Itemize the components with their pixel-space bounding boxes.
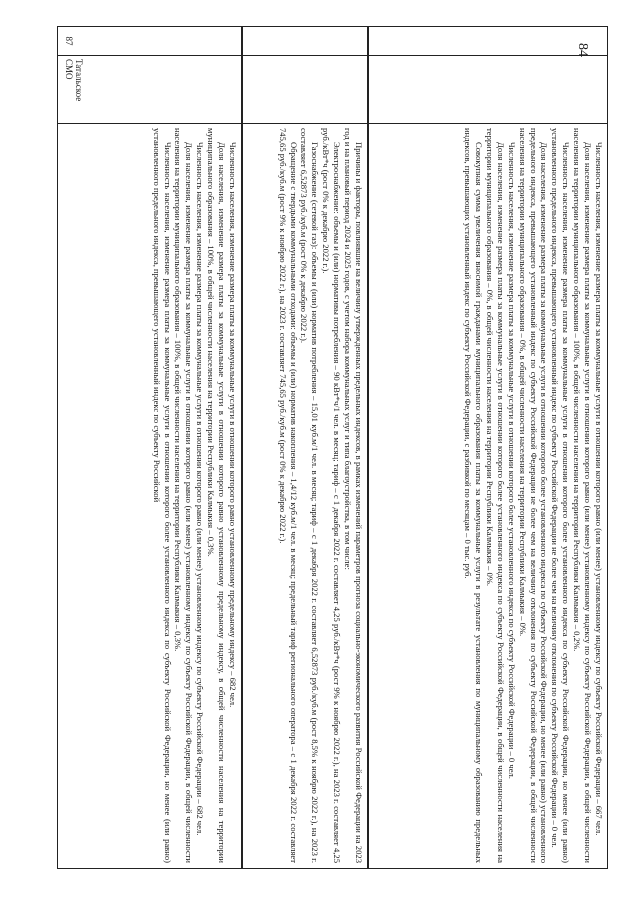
table-row xyxy=(57,26,242,869)
paragraph: Численность населения, изменение размера платы за коммунальные услуги в отношении которого более установленного индекса по субъекту Российской Федерации – 0 чел. xyxy=(506,142,517,779)
document-table xyxy=(57,26,608,869)
paragraph: Численность населения, изменение размера платы за коммунальные услуги в отношении которого более установленного индекса по субъекту Российской Федерации, но менее (или равно) установленного предельного индекса, превышающего установленный индекс по субъекту Российской Федерации не более чем на величину отклонения по субъекту Российской Федерации – 0 чел. xyxy=(550,128,572,863)
paragraph: Обращение с твердыми коммунальными отходами: объемы и (или) норматив накопления – 1,4/12 куб.м/1 чел. в месяц; предельный тариф регионального оператора – с 1 декабря 2022 г. составляет 745,65 руб./куб.м (рост 9% к ноябрю 2022 г.), на 2023 г. составляет 745,65 руб./куб.м (рост 0% к декабрю 2022 г.). xyxy=(277,128,299,863)
paragraph: Совокупная сумма увеличения вносимой гражданами муниципального образования платы за коммунальные услуги в результате установления по муниципальному образованию предельных индексов, превышающих установленный индекс по субъекту Российской Федерации, с разбивкой по месяцам – 0 тыс. руб. xyxy=(463,128,485,863)
municipality-cell xyxy=(58,55,241,124)
description-cell xyxy=(58,123,241,868)
page-number: 84 xyxy=(575,43,590,57)
row-number-cell xyxy=(369,27,607,56)
paragraph: Численность населения, изменение размера платы за коммунальные услуги в отношении которого более установленного индекса по субъекту Российской Федерации, но менее (или равно) установленного предельного индекса, превышающего установленный индекс по субъекту Российской xyxy=(151,128,173,863)
paragraph: Численность населения, изменение размера платы за коммунальные услуги в отношении которого равно (или менее) установленному индексу по субъекту Российской Федерации – 667 чел. xyxy=(594,142,604,836)
municipality-cell xyxy=(243,55,367,124)
row-number-cell xyxy=(243,27,367,56)
table-row xyxy=(242,26,368,869)
paragraph: Доля населения, изменение размера платы за коммунальные услуги в отношении которого равно установленному предельному индексу, в общей численности населения на территории муниципального образования – 100%, в общей численности населения на территории Республики Калмыкия – 0,3%. xyxy=(206,128,228,863)
paragraph: Численность населения, изменение размера платы за коммунальные услуги в отношении которого равно установленному предельному индексу – 682 чел. xyxy=(228,142,238,708)
municipality-cell xyxy=(369,55,607,124)
paragraph: Доля населения, изменение размера платы за коммунальные услуги в отношении которого равно (или менее) установленному индексу по субъекту Российской Федерации, в общей численности населения на территории муниципального образования – 100%, в общей численности населения на территории Республики Калмыкия – 0,3%. xyxy=(173,128,195,863)
paragraph: Доля населения, изменение размера платы за коммунальные услуги в отношении которого более установленного индекса по субъекту Российской Федерации, но менее (или равно) установленного предельного индекса, превышающего установленный индекс по субъекту Российской Федерации не более чем на величину отклонения по субъекту Российской Федерации, в общей численности населения на территории муниципального образования – 0%, в общей численности населения на территории Республики Калмыкия – 0%. xyxy=(517,128,550,863)
paragraph: Численность населения, изменение размера платы за коммунальные услуги в отношении которого равно (или менее) установленному индексу по субъекту Российской Федерации – 682 чел. xyxy=(195,142,206,836)
rotated-page xyxy=(57,26,608,869)
row-number-cell xyxy=(58,27,241,56)
table-row xyxy=(368,26,608,869)
paragraph: Электроснабжение: объемы и (или) нормативы потребления – 90 кВт*ч/1 чел. в месяц; тариф – с 1 декабря 2022 г. составляет 4,25 руб./кВт*ч (рост 9% к ноябрю 2022 г.), на 2023 г. составляет 4,25 руб./кВт*ч (рост 0% к декабрю 2022 г.). xyxy=(321,128,343,863)
row-number: 87 xyxy=(64,36,74,46)
description-cell xyxy=(369,123,607,868)
paragraph: Газоснабжение (сетевой газ): объемы и (или) норматив потребления – 15,01 куб.м/1 чел. в месяц; тариф – с 1 декабря 2022 г. составляет 6,52873 руб./куб.м (рост 8,5% к ноябрю 2022 г.), на 2023 г. составляет 6,52873 руб./куб.м (рост 0% к декабрю 2022 г.). xyxy=(299,128,321,863)
municipality-name: Татальское СМО xyxy=(64,59,84,102)
paragraph: Доля населения, изменение размера платы за коммунальные услуги в отношении которого более установленного индекса по субъекту Российской Федерации, в общей численности населения на территории муниципального образования – 0%, в общей численности населения на территории Республики Калмыкия – 0%. xyxy=(484,128,506,863)
paragraph: Причины и факторы, повлиявшие на величину утвержденных предельных индексов, в рамках изменений параметров прогноза социально-экономического развития Российской Федерации на 2023 год и на плановый период 2024 и 2025 годов, с учетом набора коммунальных услуг и типа благоустройства, в том числе: xyxy=(343,128,364,863)
description-cell xyxy=(243,123,367,868)
paragraph: Доля населения, изменение размера платы за коммунальные услуги в отношении которого равно (или менее) установленному индексу по субъекту Российской Федерации, в общей численности населения на территории муниципального образования – 100%, в общей численности населения на территории Республики Калмыкия – 0,2%. xyxy=(572,128,594,863)
